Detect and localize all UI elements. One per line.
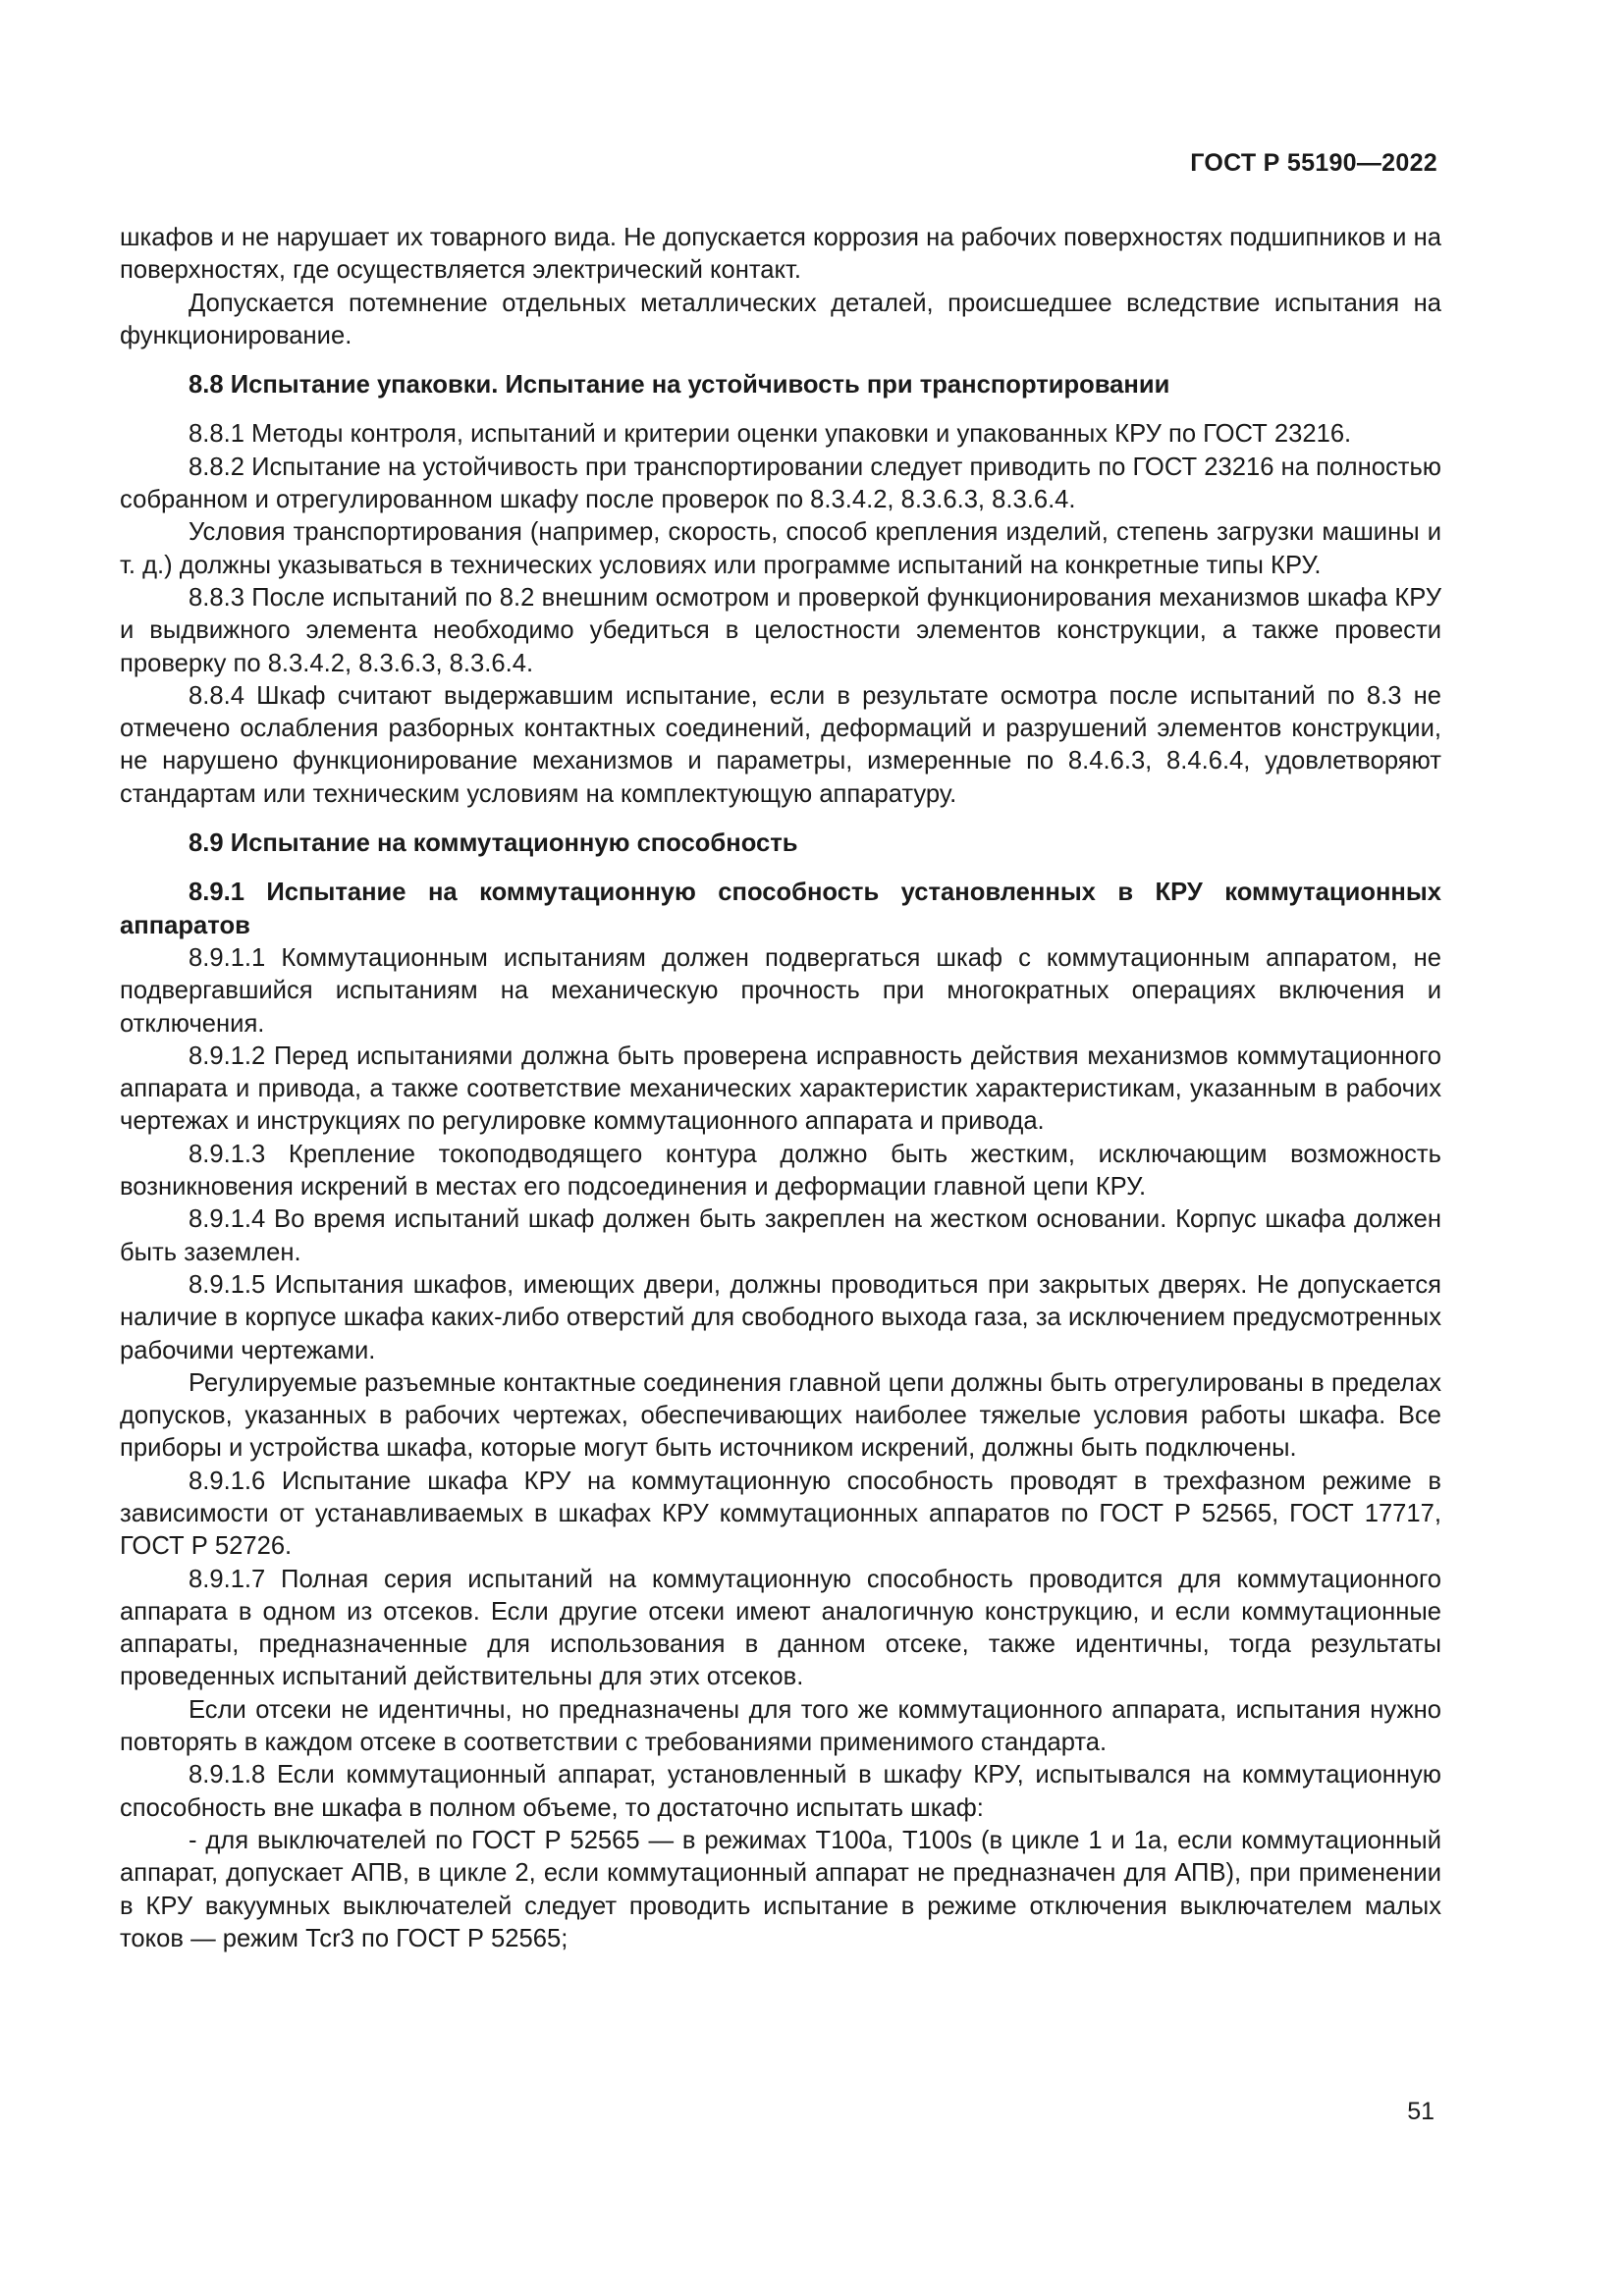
paragraph: 8.9.1.3 Крепление токоподводящего контура должно быть жестким, исключающим возможность возникновения искрений в местах его подсоединения и деформации главной цепи КРУ. — [120, 1140, 1441, 1201]
standard-header: ГОСТ Р 55190—2022 — [1190, 149, 1437, 177]
page-number: 51 — [1407, 2098, 1435, 2125]
document-body — [120, 222, 1441, 1955]
paragraph: 8.8.1 Методы контроля, испытаний и критерии оценки упаковки и упакованных КРУ по ГОСТ 23216. — [189, 420, 1352, 449]
paragraph: Регулируемые разъемные контактные соединения главной цепи должны быть отрегулированы в пределах допусков, указанных в рабочих чертежах, обеспечивающих наиболее тяжелые условия работы шкафа. Все приборы и устройства шкафа, которые могут быть источником искрений, должны быть подключены. — [120, 1368, 1441, 1463]
section-heading-8-9: 8.9 Испытание на коммутационную способность — [189, 829, 798, 858]
section-heading-8-8: 8.8 Испытание упаковки. Испытание на устойчивость при транспортировании — [189, 371, 1170, 400]
paragraph: 8.9.1.4 Во время испытаний шкаф должен быть закреплен на жестком основании. Корпус шкафа должен быть заземлен. — [120, 1205, 1441, 1266]
paragraph: 8.9.1.2 Перед испытаниями должна быть проверена исправность действия механизмов коммутационного аппарата и привода, а также соответствие механических характеристик характеристикам, указанным в рабочих чертежах и инструкциях по регулировке коммутационного аппарата и привода. — [120, 1041, 1441, 1136]
paragraph: 8.8.3 После испытаний по 8.2 внешним осмотром и проверкой функционирования механизмов шкафа КРУ и выдвижного элемента необходимо убедиться в целостности элементов конструкции, а также провести проверку по 8.3.4.2, 8.3.6.3, 8.3.6.4. — [120, 583, 1441, 677]
paragraph: 8.8.4 Шкаф считают выдержавшим испытание, если в результате осмотра после испытаний по 8.3 не отмечено ослабления разборных контактных соединений, деформаций и разрушений элементов конструкции, не нарушено функционирование механизмов и параметры, измеренные по 8.4.6.3, 8.4.6.4, удовлетворяют стандартам или техническим условиям на комплектующую аппаратуру. — [120, 681, 1441, 808]
paragraph: 8.9.1.6 Испытание шкафа КРУ на коммутационную способность проводят в трехфазном режиме в зависимости от устанавливаемых в шкафах КРУ коммутационных аппаратов по ГОСТ Р 52565, ГОСТ 17717, ГОСТ Р 52726. — [120, 1467, 1441, 1561]
paragraph: Если отсеки не идентичны, но предназначены для того же коммутационного аппарата, испытания нужно повторять в каждом отсеке в соответствии с требованиями применимого стандарта. — [120, 1695, 1441, 1757]
paragraph: шкафов и не нарушает их товарного вида. Не допускается коррозия на рабочих поверхностях подшипников и на поверхностях, где осуществляется электрический контакт. — [120, 224, 1441, 285]
paragraph: 8.9.1.5 Испытания шкафов, имеющих двери, должны проводиться при закрытых дверях. Не допускается наличие в корпусе шкафа каких-либо отверстий для свободного выхода газа, за исключением предусмотренных рабочими чертежами. — [120, 1270, 1441, 1364]
paragraph: 8.9.1.1 Коммутационным испытаниям должен подвергаться шкаф с коммутационным аппаратом, не подвергавшийся испытаниям на механическую прочность при многократных операциях включения и отключения. — [120, 943, 1441, 1038]
list-item: - для выключателей по ГОСТ Р 52565 — в режимах Т100а, Т100s (в цикле 1 и 1а, если коммутационный аппарат, допускает АПВ, в цикле 2, если коммутационный аппарат не предназначен для АПВ), при применении в КРУ вакуумных выключателей следует проводить испытание в режиме отключения выключателем малых токов — режим Тсr3 по ГОСТ Р 52565; — [120, 1826, 1441, 1952]
paragraph: 8.9.1.7 Полная серия испытаний на коммутационную способность проводится для коммутационного аппарата в одном из отсеков. Если другие отсеки имеют аналогичную конструкцию, и если коммутационные аппараты, предназначенные для использования в данном отсеке, также идентичны, тогда результаты проведенных испытаний действительны для этих отсеков. — [120, 1565, 1441, 1691]
paragraph: Допускается потемнение отдельных металлических деталей, происшедшее вследствие испытания на функционирование. — [120, 289, 1441, 349]
paragraph: 8.9.1.8 Если коммутационный аппарат, установленный в шкафу КРУ, испытывался на коммутационную способность вне шкафа в полном объеме, то достаточно испытать шкаф: — [120, 1761, 1441, 1822]
paragraph: Условия транспортирования (например, скорость, способ крепления изделий, степень загрузки машины и т. д.) должны указываться в технических условиях или программе испытаний на конкретные типы КРУ. — [120, 518, 1441, 579]
subsection-heading-8-9-1: 8.9.1 Испытание на коммутационную способность установленных в КРУ коммутационных аппаратов — [120, 879, 1441, 939]
paragraph: 8.8.2 Испытание на устойчивость при транспортировании следует приводить по ГОСТ 23216 на полностью собранном и отрегулированном шкафу после проверок по 8.3.4.2, 8.3.6.3, 8.3.6.4. — [120, 453, 1441, 514]
